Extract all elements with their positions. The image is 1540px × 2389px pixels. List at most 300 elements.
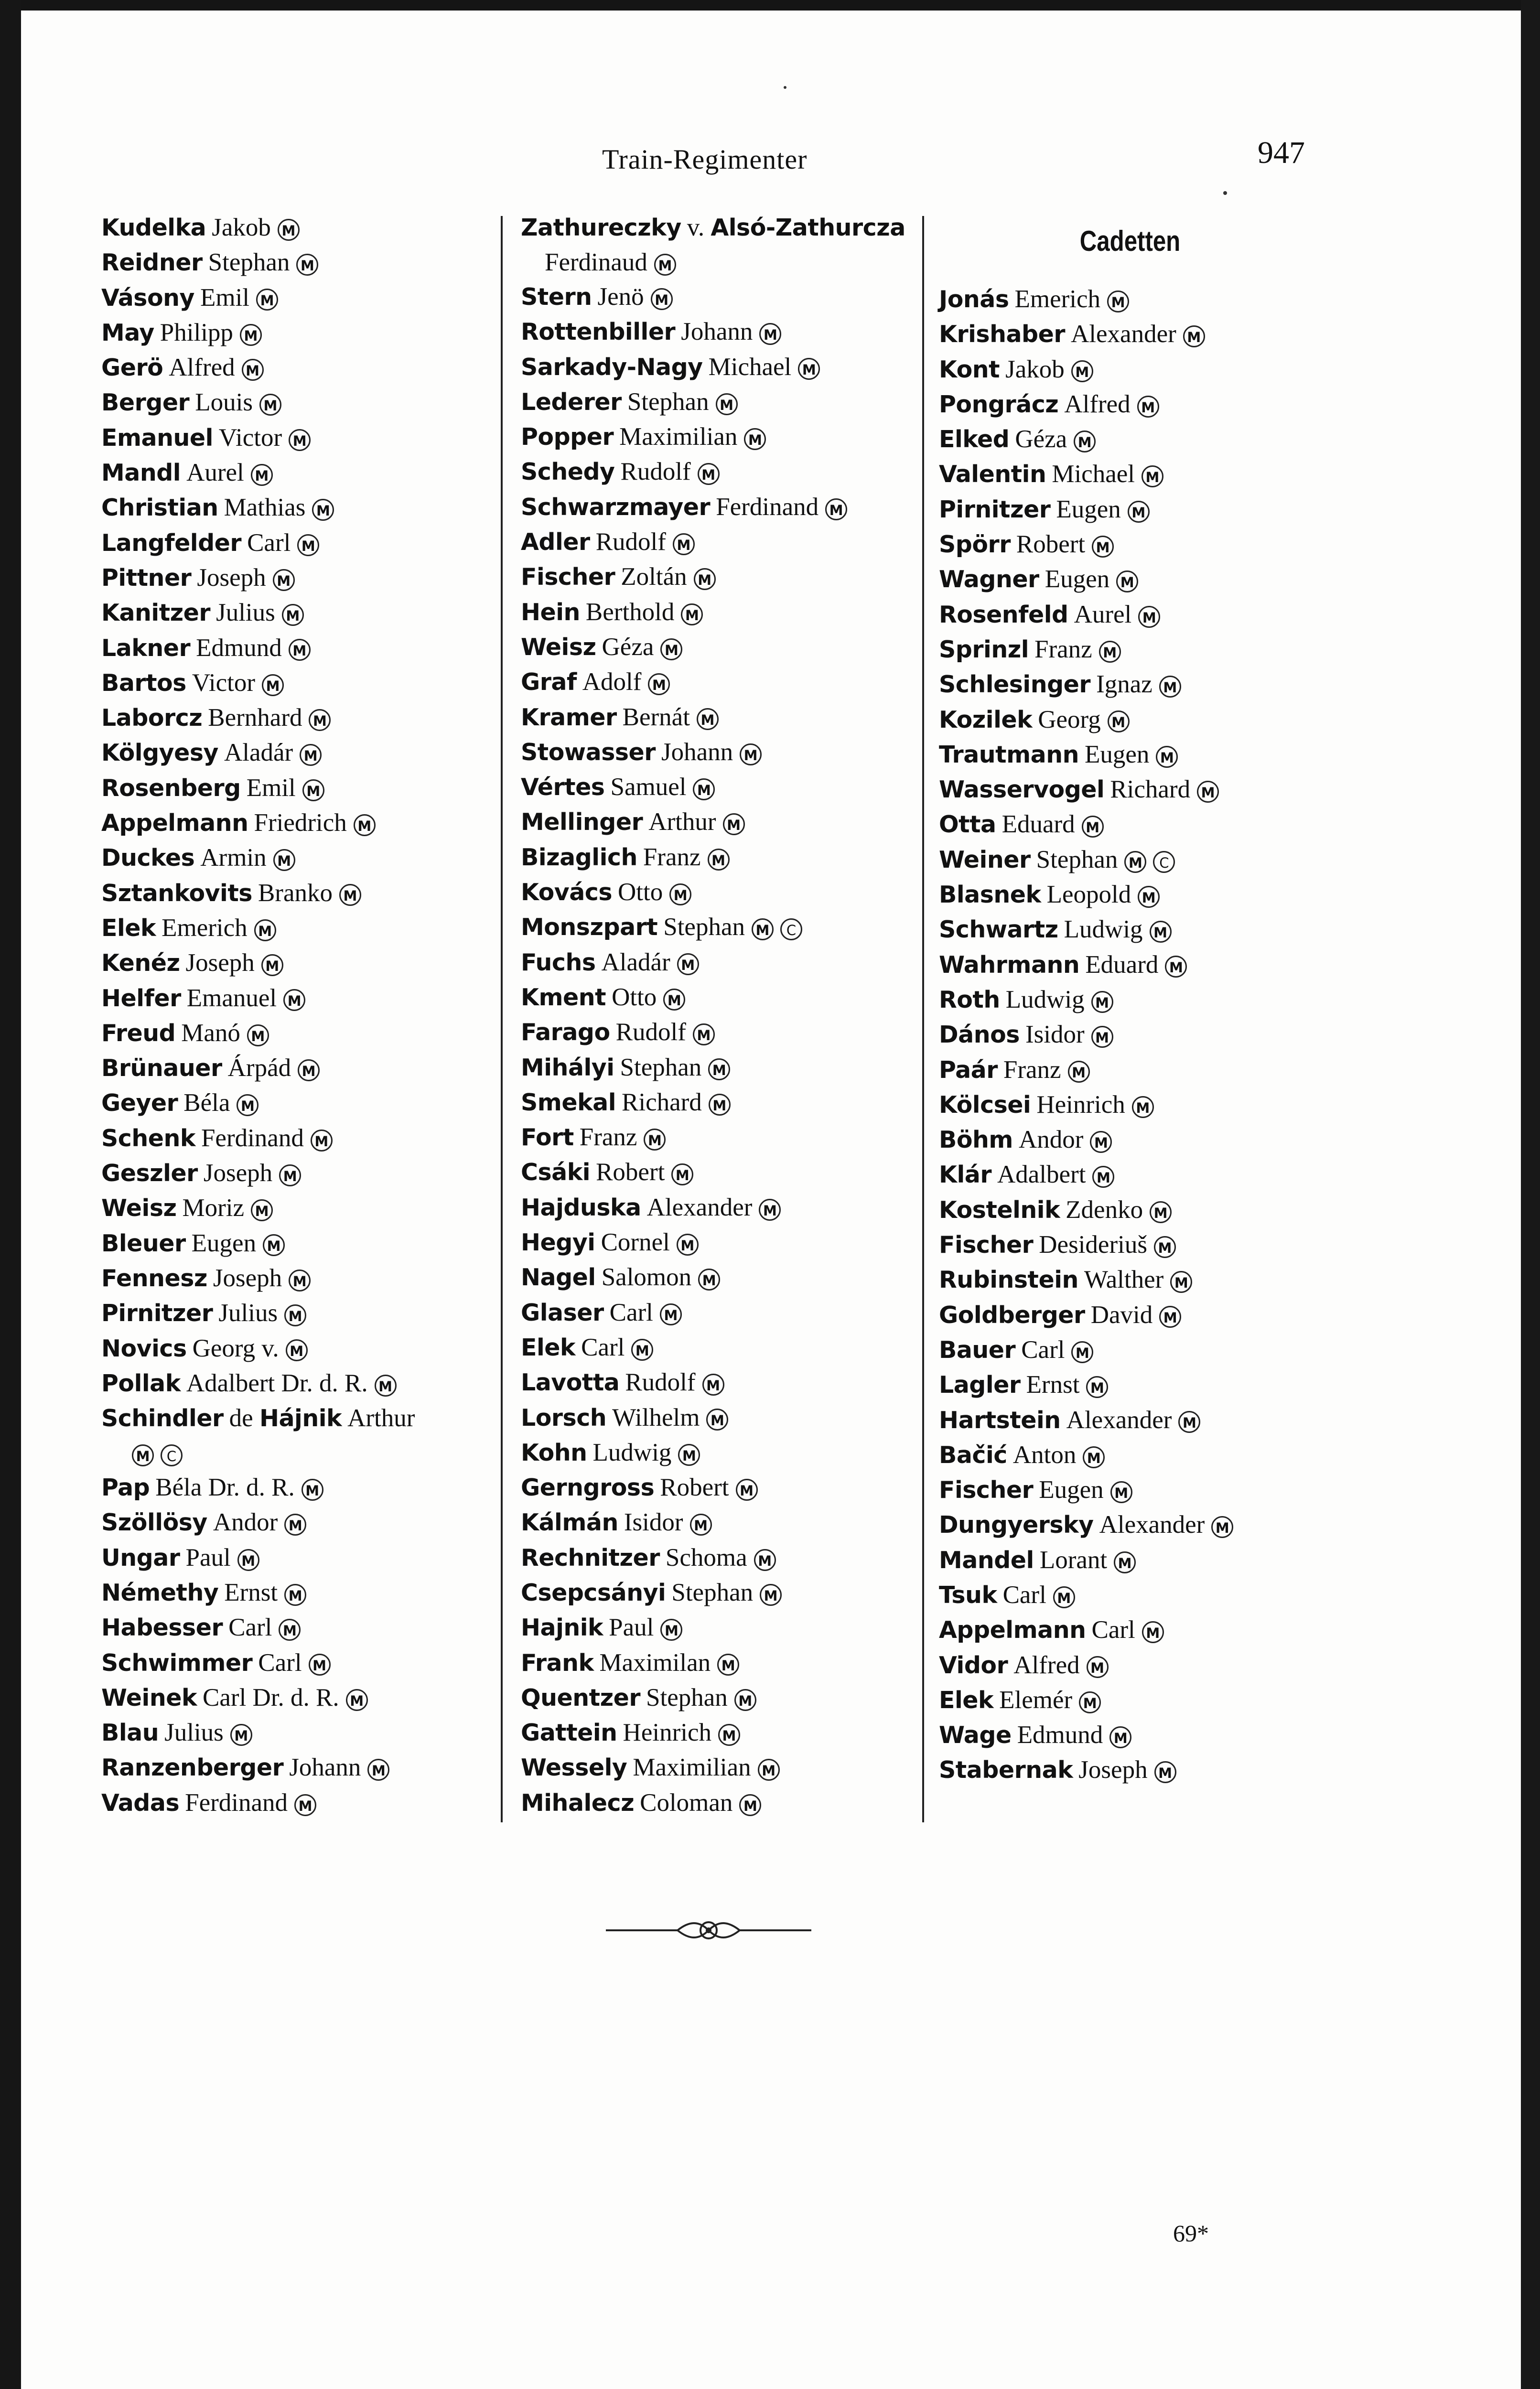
surname: Fennesz (101, 1264, 207, 1292)
surname: Wasservogel (939, 776, 1105, 804)
list-item (939, 387, 1331, 422)
surname: Kovács (521, 879, 612, 906)
given-name: Julius (216, 599, 275, 627)
list-item (521, 805, 932, 839)
given-name: Robert (1016, 530, 1086, 559)
m-mark-icon: M (694, 568, 716, 590)
list-item (939, 422, 1331, 457)
list-item (101, 1191, 507, 1226)
given-name: Ferdinand (716, 493, 819, 521)
given-name: Paul (185, 1543, 231, 1571)
m-mark-icon: M (702, 1374, 724, 1396)
list-item (101, 631, 507, 666)
m-mark-icon: M (1116, 570, 1138, 592)
given-name: Jakob (212, 214, 271, 241)
given-name: Paul (609, 1614, 654, 1642)
given-name: Rudolf (620, 458, 691, 486)
list-item (101, 1261, 507, 1296)
given-name: Alfred (1064, 390, 1131, 418)
m-mark-icon: M (237, 1549, 259, 1571)
surname: Rosenberg (101, 774, 241, 802)
m-mark-icon: M (254, 919, 276, 941)
given-name: Aurel (1074, 600, 1132, 628)
list-item (101, 1680, 507, 1715)
m-mark-icon: M (1082, 816, 1104, 838)
surname: Elek (101, 914, 156, 942)
given-name: Richard (1110, 775, 1191, 804)
surname: Pittner (101, 564, 192, 592)
m-mark-icon: M (273, 849, 295, 871)
list-item (521, 1330, 932, 1365)
list-item (521, 350, 932, 385)
running-header: Train-Regimenter (602, 144, 808, 175)
scan-border-right (1521, 0, 1540, 2389)
given-name: Richard (622, 1088, 702, 1116)
print-speck (784, 86, 786, 89)
m-mark-icon: M (1124, 851, 1146, 873)
list-item (939, 1578, 1331, 1613)
given-name: Ferdinaud (545, 248, 647, 276)
m-mark-icon: M (339, 884, 361, 906)
surname: Stabernak (939, 1756, 1073, 1784)
surname: Hajduska (521, 1194, 641, 1221)
given-name: Joseph (213, 1264, 282, 1292)
m-mark-icon: M (256, 289, 278, 311)
list-item (101, 1366, 507, 1401)
list-item (939, 527, 1331, 562)
given-name: Robert (596, 1158, 665, 1186)
surname: Kramer (521, 703, 617, 731)
list-item (939, 1438, 1331, 1473)
given-name: Carl (609, 1298, 653, 1326)
surname: Hartstein (939, 1406, 1061, 1434)
list-item (521, 595, 932, 630)
m-mark-icon: M (678, 1444, 700, 1466)
given-name: Carl (258, 1648, 302, 1677)
surname: Bačić (939, 1441, 1007, 1469)
given-name: Carl (581, 1333, 625, 1361)
surname: Duckes (101, 844, 195, 872)
list-item (939, 1333, 1331, 1367)
m-mark-icon: M (273, 569, 295, 591)
surname: Mellinger (521, 808, 643, 836)
surname: Berger (101, 389, 190, 417)
given-name: Eugen (1084, 740, 1150, 768)
given-name: Zoltán (621, 563, 687, 591)
surname: Farago (521, 1019, 610, 1046)
list-item (101, 911, 507, 946)
surname: Wage (939, 1722, 1012, 1749)
m-mark-icon: M (651, 288, 673, 310)
given-name: Otto (618, 878, 663, 906)
given-name: Walther (1084, 1266, 1164, 1294)
list-item (939, 1613, 1331, 1647)
given-name: Carl Dr. d. R. (203, 1683, 339, 1711)
m-mark-icon: M (279, 1164, 301, 1186)
given-name: Isidor (624, 1508, 683, 1537)
given-name: Louis (195, 388, 253, 417)
m-mark-icon: M (282, 604, 304, 626)
given-name: Stephan (663, 913, 745, 941)
given-name: Alexander (1071, 320, 1176, 348)
list-item (521, 490, 932, 525)
list-item (939, 1053, 1331, 1087)
list-item (521, 1365, 932, 1400)
surname: Adler (521, 528, 590, 556)
list-item (521, 1260, 932, 1295)
list-item (521, 1225, 932, 1260)
list-item (939, 492, 1331, 527)
list-item (939, 562, 1331, 597)
list-item (521, 1680, 932, 1715)
surname: Kölcsei (939, 1091, 1031, 1119)
surname: Dungyersky (939, 1511, 1094, 1539)
surname: Graf (521, 668, 577, 696)
m-mark-icon: M (1137, 396, 1159, 418)
m-mark-icon: M (744, 428, 766, 450)
list-item (101, 385, 507, 420)
m-mark-icon: M (673, 533, 695, 555)
m-mark-icon: M (1142, 1621, 1164, 1643)
list-item (521, 1085, 932, 1120)
surname: Bleuer (101, 1229, 186, 1257)
list-item (521, 735, 932, 770)
scan-border-left (0, 0, 21, 2389)
given-name: Maximilian (633, 1754, 751, 1782)
given-name: Emanuel (186, 984, 277, 1012)
given-name: Maximilian (619, 423, 738, 451)
list-item (939, 807, 1331, 842)
surname: Krishaber (939, 321, 1066, 348)
m-mark-icon: M (1178, 1411, 1200, 1433)
m-mark-icon: M (758, 1759, 780, 1781)
given-name: Carl (1021, 1335, 1065, 1364)
m-mark-icon: M (798, 358, 820, 380)
m-mark-icon: M (262, 674, 284, 696)
list-item (939, 457, 1331, 492)
given-name: v. (687, 214, 705, 241)
list-item (521, 1505, 932, 1540)
surname: Fischer (939, 1231, 1034, 1259)
surname: Rechnitzer (521, 1544, 660, 1571)
given-name: Victor (218, 423, 282, 452)
surname: Blau (101, 1719, 159, 1747)
given-name: Zdenko (1066, 1195, 1143, 1224)
m-mark-icon: M (654, 254, 676, 276)
given-name: Cornel (601, 1228, 670, 1257)
m-mark-icon: M (284, 1304, 306, 1326)
surname: Kostelnik (939, 1196, 1060, 1224)
list-item (101, 1470, 507, 1505)
m-mark-icon: M (1128, 501, 1150, 523)
list-item (101, 1505, 507, 1540)
surname: Elek (521, 1334, 576, 1361)
given-name: Georg (1038, 705, 1101, 733)
given-name: Johann (681, 318, 753, 346)
list-item (939, 317, 1331, 352)
surname: Reidner (101, 249, 203, 277)
surname: Valentin (939, 461, 1046, 488)
c-mark-icon: C (1153, 851, 1175, 873)
given-name: Árpád (227, 1054, 291, 1082)
list-item (101, 560, 507, 595)
m-mark-icon: M (677, 953, 699, 975)
list-item (101, 981, 507, 1016)
given-name: Heinrich (1036, 1090, 1125, 1119)
surname: Jonás (939, 286, 1009, 313)
surname: Ungar (101, 1544, 180, 1571)
list-item (939, 947, 1331, 982)
list-item (521, 1715, 932, 1750)
given-name: Alexander (646, 1193, 753, 1221)
m-mark-icon: M (1138, 606, 1160, 628)
c-mark-icon: C (780, 918, 802, 940)
list-item (521, 1120, 932, 1155)
list-item (521, 420, 932, 454)
given-name: Eugen (191, 1229, 257, 1257)
m-mark-icon: M (681, 603, 703, 625)
m-mark-icon: M (709, 1094, 731, 1116)
m-mark-icon: M (1156, 746, 1178, 768)
given-name: Wilhelm (612, 1403, 700, 1431)
surname: Bauer (939, 1336, 1016, 1364)
given-name: Emil (200, 283, 250, 312)
surname: Weisz (521, 633, 596, 661)
m-mark-icon: M (242, 359, 264, 381)
list-item (939, 1087, 1331, 1122)
surname: Spörr (939, 531, 1011, 559)
m-mark-icon: M (289, 1270, 311, 1291)
m-mark-icon: M (760, 1584, 782, 1606)
list-item (101, 210, 507, 245)
m-mark-icon: M (289, 639, 311, 661)
surname: Stowasser (521, 738, 656, 766)
m-mark-icon: M (300, 744, 322, 766)
given-name: Béla Dr. d. R. (155, 1474, 295, 1502)
surname: Lavotta (521, 1369, 620, 1397)
surname: Nagel (521, 1264, 596, 1291)
given-name: Jenö (597, 283, 644, 311)
surname: Böhm (939, 1126, 1013, 1154)
m-mark-icon: M (717, 1654, 739, 1676)
given-name: Joseph (185, 949, 255, 977)
given-name: Franz (643, 843, 701, 871)
m-mark-icon: M (671, 1163, 693, 1185)
m-mark-icon: M (660, 638, 682, 660)
given-name: Ignaz (1096, 670, 1152, 699)
m-mark-icon: M (1211, 1516, 1233, 1538)
m-mark-icon: M (240, 324, 262, 346)
surname: Vidor (939, 1651, 1008, 1679)
surname: Helfer (101, 984, 181, 1012)
surname: Appelmann (101, 809, 248, 837)
list-item (521, 1050, 932, 1085)
surname: Sprinzl (939, 635, 1029, 663)
given-name: Andor (1018, 1126, 1084, 1154)
surname: Trautmann (939, 741, 1079, 768)
m-mark-icon: M (706, 1409, 728, 1431)
surname: Tsuk (939, 1581, 997, 1609)
list-item (521, 314, 932, 349)
m-mark-icon: M (754, 1549, 776, 1571)
m-mark-icon: M (1091, 991, 1113, 1013)
given-name: Ludwig (592, 1438, 672, 1466)
surname: Gerö (101, 354, 163, 382)
m-mark-icon: M (132, 1444, 154, 1466)
surname: Schwartz (939, 916, 1058, 944)
m-mark-icon: M (375, 1375, 397, 1397)
surname: Paár (939, 1056, 998, 1084)
m-mark-icon: M (644, 1129, 666, 1151)
list-item (939, 1017, 1331, 1052)
surname: Lakner (101, 634, 191, 662)
surname: Klár (939, 1161, 991, 1189)
list-item (521, 1470, 932, 1505)
given-name: Arthur (347, 1404, 415, 1432)
name-column-2 (521, 210, 932, 1820)
m-mark-icon: M (752, 918, 774, 940)
list-item (939, 1262, 1331, 1297)
list-item (521, 1646, 932, 1680)
surname: Schwarzmayer (521, 493, 711, 521)
m-mark-icon: M (1074, 430, 1096, 452)
m-mark-icon: M (739, 1794, 761, 1816)
m-mark-icon: M (251, 464, 273, 486)
list-item (101, 1121, 507, 1156)
surname: Sztankovits (101, 879, 252, 907)
list-item (521, 1295, 932, 1330)
surname: Elked (939, 426, 1010, 453)
list-item (521, 1540, 932, 1575)
m-mark-icon: M (669, 883, 691, 905)
surname: Popper (521, 423, 614, 451)
m-mark-icon: M (261, 954, 283, 976)
m-mark-icon: M (759, 1199, 781, 1221)
list-item (521, 210, 932, 280)
list-item (101, 1575, 507, 1610)
m-mark-icon: M (346, 1689, 368, 1711)
m-mark-icon: M (1092, 536, 1114, 558)
surname: Elek (939, 1686, 994, 1714)
given-name: Leopold (1046, 881, 1131, 909)
ornament-divider (606, 1916, 811, 1945)
given-name: Samuel (610, 773, 687, 801)
m-mark-icon: M (1108, 710, 1130, 732)
surname: Smekal (521, 1088, 616, 1116)
m-mark-icon: M (698, 463, 720, 485)
surname: Kont (939, 355, 1000, 383)
surname: Zathureczky (521, 214, 681, 241)
list-item (521, 630, 932, 665)
surname: Lederer (521, 388, 622, 416)
m-mark-icon: M (825, 498, 847, 520)
surname: Appelmann (939, 1616, 1086, 1644)
m-mark-icon: M (1154, 1236, 1176, 1258)
surname: Kanitzer (101, 599, 211, 627)
list-item (101, 1750, 507, 1785)
m-mark-icon: M (230, 1724, 252, 1746)
given-name: Armin (200, 844, 267, 872)
list-item (101, 1610, 507, 1645)
list-item (939, 1227, 1331, 1262)
m-mark-icon: M (1087, 1656, 1109, 1678)
list-item (101, 1051, 507, 1086)
list-item (521, 1435, 932, 1470)
list-item (521, 454, 932, 489)
surname: Hegyi (521, 1229, 595, 1257)
given-name: Victor (192, 668, 256, 697)
list-item (101, 1156, 507, 1191)
m-mark-icon: M (1142, 465, 1163, 487)
surname: Kudelka (101, 214, 206, 241)
m-mark-icon: M (660, 1619, 682, 1641)
list-item (521, 560, 932, 594)
given-name: Alexander (1099, 1511, 1205, 1539)
list-item (521, 875, 932, 910)
given-name: Schoma (665, 1543, 747, 1571)
list-item (101, 1296, 507, 1331)
given-name: Rudolf (595, 528, 666, 556)
m-mark-icon: M (1183, 325, 1205, 347)
list-item (101, 666, 507, 700)
surname: Brünauer (101, 1055, 222, 1082)
m-mark-icon: M (309, 1654, 331, 1676)
given-name: Franz (1003, 1055, 1061, 1084)
given-name: Adolf (582, 668, 642, 696)
list-item (521, 525, 932, 560)
surname: Lorsch (521, 1404, 607, 1431)
given-name: Robert (660, 1474, 729, 1502)
surname: Bartos (101, 669, 186, 697)
list-item (521, 1786, 932, 1820)
given-name: Philipp (160, 318, 233, 346)
given-name: Joseph (197, 563, 266, 592)
surname: Emanuel (101, 424, 213, 452)
given-name: Bernhard (208, 704, 302, 732)
surname: Freud (101, 1019, 176, 1047)
given-name: Julius (218, 1299, 278, 1327)
given-name: Desideriuš (1039, 1231, 1147, 1259)
list-item (939, 1683, 1331, 1718)
given-name: Lorant (1039, 1546, 1108, 1574)
m-mark-icon: M (740, 743, 762, 765)
m-mark-icon: M (302, 779, 324, 801)
surname: Schwimmer (101, 1649, 253, 1677)
surname: Novics (101, 1334, 187, 1362)
given-name: Mathias (224, 494, 306, 522)
m-mark-icon: M (284, 1584, 306, 1606)
list-item (521, 1190, 932, 1225)
given-name: Julius (164, 1719, 224, 1747)
surname: Bizaglich (521, 843, 637, 871)
given-name: Ferdinand (201, 1124, 304, 1152)
list-item (939, 772, 1331, 807)
given-name: Georg v. (192, 1334, 279, 1362)
surname: Weiner (939, 846, 1031, 873)
surname: Fischer (521, 563, 615, 591)
list-item (521, 1750, 932, 1785)
c-mark-icon: C (161, 1444, 183, 1466)
list-item (521, 945, 932, 980)
list-item (101, 1401, 507, 1470)
surname: Christian (101, 494, 218, 522)
list-item (101, 771, 507, 806)
m-mark-icon: M (1071, 1341, 1093, 1363)
m-mark-icon: M (697, 708, 719, 730)
given-name: Ludwig (1005, 985, 1085, 1013)
given-name: Alexander (1066, 1406, 1172, 1434)
m-mark-icon: M (1110, 1481, 1132, 1503)
